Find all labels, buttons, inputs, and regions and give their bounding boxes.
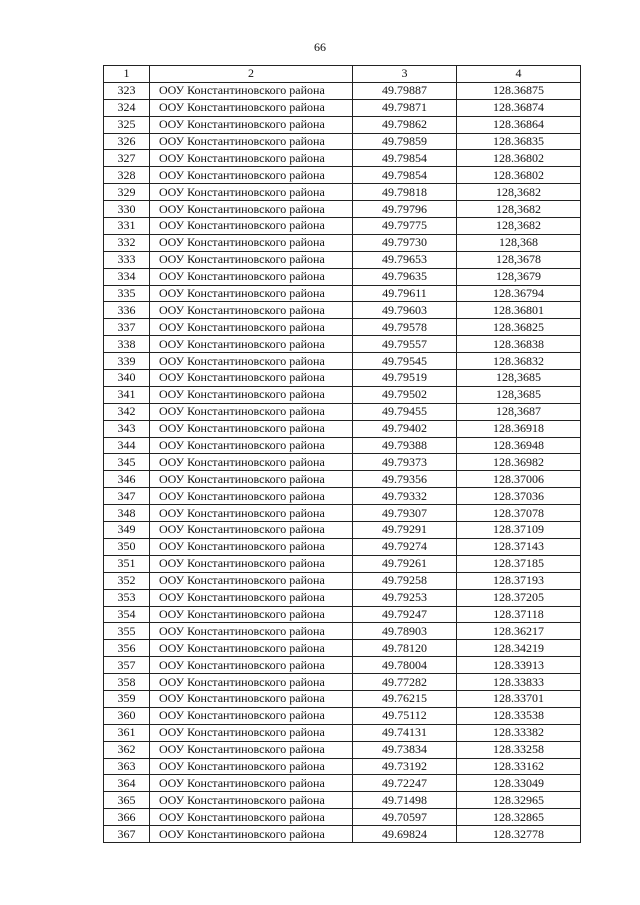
row-name-cell: ООУ Константиновского района [150,150,353,167]
table-row [104,370,581,387]
row-longitude-cell: 128.32778 [457,826,581,843]
row-longitude-cell: 128.32965 [457,792,581,809]
row-latitude-cell: 49.77282 [353,674,457,691]
row-name-cell: ООУ Константиновского района [150,116,353,133]
row-longitude-cell: 128.36948 [457,437,581,454]
row-longitude-cell: 128,3685 [457,386,581,403]
row-longitude-cell: 128.33701 [457,690,581,707]
row-longitude-cell: 128,3685 [457,370,581,387]
row-name-cell: ООУ Константиновского района [150,133,353,150]
row-name-cell: ООУ Константиновского района [150,606,353,623]
row-latitude-cell: 49.79402 [353,420,457,437]
row-name-cell: ООУ Константиновского района [150,471,353,488]
table-row [104,184,581,201]
table-row [104,758,581,775]
row-longitude-cell: 128,368 [457,234,581,251]
table-row [104,268,581,285]
row-longitude-cell: 128.36838 [457,336,581,353]
table-row [104,386,581,403]
row-latitude-cell: 49.73192 [353,758,457,775]
row-latitude-cell: 49.71498 [353,792,457,809]
row-number-cell: 352 [104,572,150,589]
row-latitude-cell: 49.76215 [353,690,457,707]
row-number-cell: 362 [104,741,150,758]
row-name-cell: ООУ Константиновского района [150,234,353,251]
row-latitude-cell: 49.79557 [353,336,457,353]
row-latitude-cell: 49.79388 [353,437,457,454]
row-latitude-cell: 49.79258 [353,572,457,589]
row-longitude-cell: 128.37036 [457,488,581,505]
row-name-cell: ООУ Константиновского района [150,403,353,420]
row-number-cell: 326 [104,133,150,150]
row-latitude-cell: 49.79261 [353,555,457,572]
row-longitude-cell: 128,3682 [457,218,581,235]
row-longitude-cell: 128.36825 [457,319,581,336]
table-row [104,657,581,674]
row-number-cell: 342 [104,403,150,420]
row-latitude-cell: 49.79307 [353,505,457,522]
row-number-cell: 349 [104,522,150,539]
row-number-cell: 348 [104,505,150,522]
row-longitude-cell: 128.33382 [457,724,581,741]
table-row [104,792,581,809]
row-latitude-cell: 49.79356 [353,471,457,488]
row-latitude-cell: 49.79887 [353,82,457,99]
row-latitude-cell: 49.75112 [353,707,457,724]
row-name-cell: ООУ Константиновского района [150,640,353,657]
table-row [104,505,581,522]
row-name-cell: ООУ Константиновского района [150,251,353,268]
row-latitude-cell: 49.79796 [353,201,457,218]
row-number-cell: 331 [104,218,150,235]
row-name-cell: ООУ Константиновского района [150,184,353,201]
row-name-cell: ООУ Константиновского района [150,623,353,640]
row-number-cell: 330 [104,201,150,218]
row-latitude-cell: 49.78004 [353,657,457,674]
row-longitude-cell: 128.33538 [457,707,581,724]
table-row [104,809,581,826]
table-row [104,471,581,488]
table-row [104,522,581,539]
row-latitude-cell: 49.79730 [353,234,457,251]
row-longitude-cell: 128.33162 [457,758,581,775]
row-number-cell: 340 [104,370,150,387]
row-longitude-cell: 128.34219 [457,640,581,657]
column-header-longitude: 4 [457,66,581,83]
row-name-cell: ООУ Константиновского района [150,657,353,674]
row-latitude-cell: 49.79502 [353,386,457,403]
row-name-cell: ООУ Константиновского района [150,538,353,555]
row-name-cell: ООУ Константиновского района [150,674,353,691]
row-name-cell: ООУ Константиновского района [150,353,353,370]
table-row [104,724,581,741]
row-latitude-cell: 49.78903 [353,623,457,640]
row-latitude-cell: 49.74131 [353,724,457,741]
row-number-cell: 343 [104,420,150,437]
row-longitude-cell: 128.37006 [457,471,581,488]
row-name-cell: ООУ Константиновского района [150,741,353,758]
row-longitude-cell: 128.36801 [457,302,581,319]
row-longitude-cell: 128.36802 [457,167,581,184]
table-row [104,201,581,218]
row-name-cell: ООУ Константиновского района [150,522,353,539]
table-row [104,167,581,184]
row-number-cell: 336 [104,302,150,319]
row-name-cell: ООУ Константиновского района [150,454,353,471]
row-name-cell: ООУ Константиновского района [150,370,353,387]
row-latitude-cell: 49.79291 [353,522,457,539]
row-longitude-cell: 128.36864 [457,116,581,133]
row-latitude-cell: 49.79635 [353,268,457,285]
column-header-latitude: 3 [353,66,457,83]
row-name-cell: ООУ Константиновского района [150,809,353,826]
row-number-cell: 337 [104,319,150,336]
row-longitude-cell: 128.33258 [457,741,581,758]
row-latitude-cell: 49.79854 [353,150,457,167]
row-number-cell: 325 [104,116,150,133]
row-latitude-cell: 49.79373 [353,454,457,471]
table-row [104,99,581,116]
row-longitude-cell: 128.37185 [457,555,581,572]
row-latitude-cell: 49.69824 [353,826,457,843]
row-latitude-cell: 49.79653 [353,251,457,268]
row-name-cell: ООУ Константиновского района [150,99,353,116]
table-row [104,606,581,623]
row-name-cell: ООУ Константиновского района [150,437,353,454]
row-name-cell: ООУ Константиновского района [150,707,353,724]
row-number-cell: 334 [104,268,150,285]
table-row [104,741,581,758]
table-row [104,775,581,792]
row-latitude-cell: 49.79332 [353,488,457,505]
row-longitude-cell: 128,3678 [457,251,581,268]
row-latitude-cell: 49.79603 [353,302,457,319]
row-latitude-cell: 49.79455 [353,403,457,420]
row-latitude-cell: 49.79578 [353,319,457,336]
row-name-cell: ООУ Константиновского района [150,724,353,741]
row-latitude-cell: 49.79545 [353,353,457,370]
row-latitude-cell: 49.79775 [353,218,457,235]
row-name-cell: ООУ Константиновского района [150,167,353,184]
row-longitude-cell: 128.36835 [457,133,581,150]
table-row [104,555,581,572]
row-longitude-cell: 128.37078 [457,505,581,522]
row-name-cell: ООУ Константиновского района [150,386,353,403]
row-latitude-cell: 49.73834 [353,741,457,758]
row-latitude-cell: 49.70597 [353,809,457,826]
row-latitude-cell: 49.79862 [353,116,457,133]
row-number-cell: 346 [104,471,150,488]
row-number-cell: 351 [104,555,150,572]
row-name-cell: ООУ Константиновского района [150,302,353,319]
row-latitude-cell: 49.79611 [353,285,457,302]
page-number: 66 [314,40,326,54]
column-header-name: 2 [150,66,353,83]
row-name-cell: ООУ Константиновского района [150,758,353,775]
table-row [104,420,581,437]
header-row [104,66,581,83]
table-row [104,437,581,454]
row-name-cell: ООУ Константиновского района [150,589,353,606]
row-number-cell: 363 [104,758,150,775]
row-name-cell: ООУ Константиновского района [150,420,353,437]
table-row [104,336,581,353]
row-longitude-cell: 128,3682 [457,201,581,218]
row-number-cell: 341 [104,386,150,403]
row-longitude-cell: 128.33913 [457,657,581,674]
table-row [104,319,581,336]
row-number-cell: 323 [104,82,150,99]
row-longitude-cell: 128.36217 [457,623,581,640]
row-number-cell: 359 [104,690,150,707]
table-row [104,674,581,691]
row-latitude-cell: 49.79854 [353,167,457,184]
row-longitude-cell: 128,3679 [457,268,581,285]
row-name-cell: ООУ Константиновского района [150,690,353,707]
row-number-cell: 338 [104,336,150,353]
row-number-cell: 357 [104,657,150,674]
row-name-cell: ООУ Константиновского района [150,218,353,235]
table-row [104,302,581,319]
table-row [104,285,581,302]
row-name-cell: ООУ Константиновского района [150,792,353,809]
row-longitude-cell: 128.36802 [457,150,581,167]
row-number-cell: 347 [104,488,150,505]
row-number-cell: 358 [104,674,150,691]
row-number-cell: 328 [104,167,150,184]
row-longitude-cell: 128.36794 [457,285,581,302]
row-longitude-cell: 128.36918 [457,420,581,437]
table-row [104,234,581,251]
table-row [104,589,581,606]
row-number-cell: 350 [104,538,150,555]
coordinates-table [103,65,581,843]
row-latitude-cell: 49.78120 [353,640,457,657]
row-longitude-cell: 128.37143 [457,538,581,555]
row-longitude-cell: 128,3687 [457,403,581,420]
row-number-cell: 344 [104,437,150,454]
row-latitude-cell: 49.79859 [353,133,457,150]
row-name-cell: ООУ Константиновского района [150,82,353,99]
row-number-cell: 353 [104,589,150,606]
row-longitude-cell: 128.37109 [457,522,581,539]
table-row [104,218,581,235]
row-number-cell: 329 [104,184,150,201]
table-row [104,150,581,167]
table-row [104,572,581,589]
row-latitude-cell: 49.79519 [353,370,457,387]
row-number-cell: 365 [104,792,150,809]
table-header [104,66,581,83]
row-number-cell: 354 [104,606,150,623]
row-longitude-cell: 128.37118 [457,606,581,623]
row-longitude-cell: 128.37193 [457,572,581,589]
column-header-number: 1 [104,66,150,83]
table-row [104,623,581,640]
row-latitude-cell: 49.79871 [353,99,457,116]
table-row [104,826,581,843]
row-name-cell: ООУ Константиновского района [150,336,353,353]
row-name-cell: ООУ Константиновского района [150,319,353,336]
row-latitude-cell: 49.72247 [353,775,457,792]
row-number-cell: 364 [104,775,150,792]
row-number-cell: 324 [104,99,150,116]
row-name-cell: ООУ Константиновского района [150,488,353,505]
row-latitude-cell: 49.79274 [353,538,457,555]
row-name-cell: ООУ Константиновского района [150,285,353,302]
row-name-cell: ООУ Константиновского района [150,826,353,843]
table-row [104,133,581,150]
row-number-cell: 345 [104,454,150,471]
row-number-cell: 366 [104,809,150,826]
table-row [104,116,581,133]
table-row [104,454,581,471]
row-longitude-cell: 128.36982 [457,454,581,471]
table-row [104,488,581,505]
table-row [104,403,581,420]
row-number-cell: 332 [104,234,150,251]
row-number-cell: 367 [104,826,150,843]
row-name-cell: ООУ Константиновского района [150,505,353,522]
row-number-cell: 355 [104,623,150,640]
row-name-cell: ООУ Константиновского района [150,572,353,589]
row-name-cell: ООУ Константиновского района [150,201,353,218]
row-name-cell: ООУ Константиновского района [150,555,353,572]
row-number-cell: 335 [104,285,150,302]
row-longitude-cell: 128.36875 [457,82,581,99]
row-number-cell: 361 [104,724,150,741]
table-row [104,353,581,370]
row-number-cell: 327 [104,150,150,167]
table-row [104,640,581,657]
row-name-cell: ООУ Константиновского района [150,775,353,792]
row-number-cell: 360 [104,707,150,724]
table-row [104,707,581,724]
row-latitude-cell: 49.79247 [353,606,457,623]
row-longitude-cell: 128.33833 [457,674,581,691]
table-body [104,82,581,842]
row-longitude-cell: 128.33049 [457,775,581,792]
row-number-cell: 356 [104,640,150,657]
row-longitude-cell: 128.37205 [457,589,581,606]
row-longitude-cell: 128.36832 [457,353,581,370]
row-longitude-cell: 128.32865 [457,809,581,826]
row-latitude-cell: 49.79253 [353,589,457,606]
row-longitude-cell: 128.36874 [457,99,581,116]
row-name-cell: ООУ Константиновского района [150,268,353,285]
table-row [104,251,581,268]
row-number-cell: 339 [104,353,150,370]
row-longitude-cell: 128,3682 [457,184,581,201]
row-number-cell: 333 [104,251,150,268]
table-row [104,82,581,99]
table-row [104,538,581,555]
row-latitude-cell: 49.79818 [353,184,457,201]
table-row [104,690,581,707]
